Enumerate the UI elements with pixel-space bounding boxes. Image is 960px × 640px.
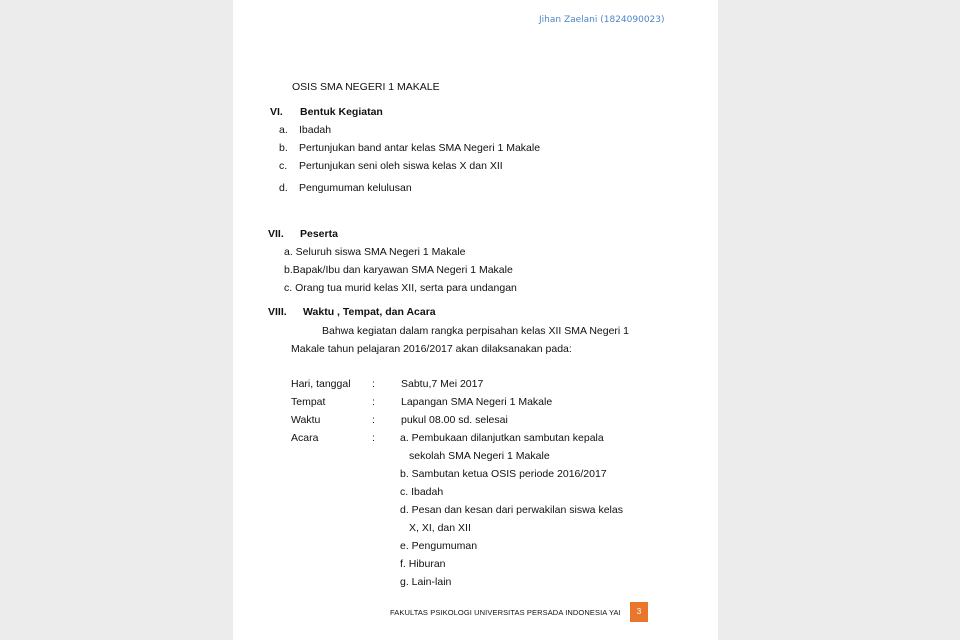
detail-value-hari-tanggal: Sabtu,7 Mei 2017 [401,378,484,390]
section-8-number: VIII. [268,306,287,318]
section-6-item-b: Pertunjukan band antar kelas SMA Negeri 1 Makale [299,142,541,154]
section-8-title: Waktu , Tempat, dan Acara [303,306,436,318]
org-line: OSIS SMA NEGERI 1 MAKALE [292,81,440,93]
section-6-item-d-marker: d. [279,182,288,194]
acara-item-g: g. Lain-lain [400,576,452,588]
section-6-item-a-marker: a. [279,124,288,136]
acara-item-c: c. Ibadah [400,486,444,498]
detail-colon: : [372,432,375,444]
detail-colon: : [372,414,375,426]
acara-item-f: f. Hiburan [400,558,446,570]
acara-item-a-continued: sekolah SMA Negeri 1 Makale [409,450,550,462]
acara-item-b: b. Sambutan ketua OSIS periode 2016/2017 [400,468,607,480]
page-number-badge: 3 [630,602,648,622]
acara-item-a: a. Pembukaan dilanjutkan sambutan kepala [400,432,604,444]
section-7-title: Peserta [300,228,338,240]
acara-item-d-continued: X, XI, dan XII [409,522,471,534]
detail-label-waktu: Waktu [291,414,321,426]
detail-colon: : [372,396,375,408]
detail-label-acara: Acara [291,432,319,444]
section-7-item-c: c. Orang tua murid kelas XII, serta para undangan [284,282,517,294]
detail-value-waktu: pukul 08.00 sd. selesai [401,414,508,426]
detail-label-tempat: Tempat [291,396,326,408]
section-8-paragraph-line-1: Bahwa kegiatan dalam rangka perpisahan kelas XII SMA Negeri 1 [322,325,630,337]
section-6-title: Bentuk Kegiatan [300,106,383,118]
acara-item-d: d. Pesan dan kesan dari perwakilan siswa kelas [400,504,623,516]
detail-value-tempat: Lapangan SMA Negeri 1 Makale [401,396,553,408]
section-7-item-b: b.Bapak/Ibu dan karyawan SMA Negeri 1 Makale [284,264,513,276]
section-6-item-c-marker: c. [279,160,288,172]
section-6-item-c: Pertunjukan seni oleh siswa kelas X dan XII [299,160,503,172]
section-7-number: VII. [268,228,284,240]
section-7-item-a: a. Seluruh siswa SMA Negeri 1 Makale [284,246,466,258]
section-8-paragraph-line-2: Makale tahun pelajaran 2016/2017 akan dilaksanakan pada: [291,343,572,355]
section-6-number: VI. [270,106,283,118]
detail-colon: : [372,378,375,390]
document-page [233,0,718,640]
section-6-item-a: Ibadah [299,124,332,136]
header-author: Jihan Zaelani (1824090023) [539,15,665,25]
section-6-item-b-marker: b. [279,142,288,154]
acara-item-e: e. Pengumuman [400,540,478,552]
section-6-item-d: Pengumuman kelulusan [299,182,412,194]
footer-faculty: FAKULTAS PSIKOLOGI UNIVERSITAS PERSADA INDONESIA YAI [390,608,621,617]
detail-label-hari-tanggal: Hari, tanggal [291,378,351,390]
